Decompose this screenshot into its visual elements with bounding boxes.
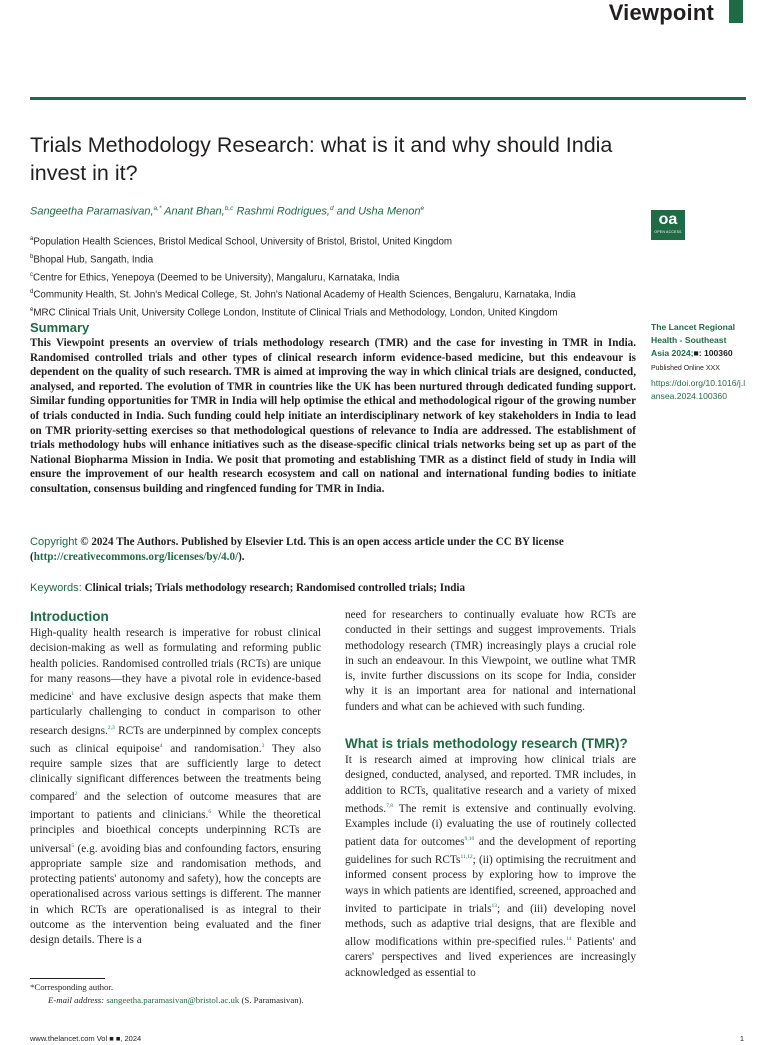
footnote-rule <box>30 978 105 979</box>
email-link[interactable]: sangeetha.paramasivan@bristol.ac.uk <box>106 994 240 1005</box>
corresponding-author: *Corresponding author. <box>30 982 114 992</box>
open-access-badge <box>651 210 685 240</box>
continued-paragraph: need for researchers to continually evaluate how RCTs are conducted in their settings and suggest improvements. Trials methodology research (TMR) increasingly plays a crucial role in such an endeavour. In this Viewpoint, we outline what TMR is, invite further discussions on its scope for India, consider why it is an important area for national and international funders and what can be achieved with such funding. <box>345 609 636 713</box>
journal-citation: The Lancet Regional Health - Southeast Asia 2024;■: 100360 <box>651 322 736 358</box>
doi-link[interactable]: https://doi.org/10.1016/j.lansea.2024.100360 <box>651 378 746 401</box>
license-link[interactable]: http://creativecommons.org/licenses/by/4.0/ <box>33 550 239 563</box>
affiliation: $^e$MRC Clinical Trials Unit, University College London, Institute of Clinical Trials and Methodology, London, United Kingdom <box>30 307 558 319</box>
column-left <box>30 608 321 949</box>
ref-link[interactable]: 14 <box>565 936 572 943</box>
tmr-heading: What is trials methodology research (TMR)? <box>345 736 628 752</box>
section-accent-bar <box>729 0 743 23</box>
ref-link[interactable]: 6 <box>208 809 212 816</box>
affiliation: $^c$Centre for Ethics, Yenepoya (Deemed to be University), Mangaluru, Karnataka, India <box>30 271 400 283</box>
affiliation: $^b$Bhopal Hub, Sangath, India <box>30 253 154 266</box>
ref-link[interactable]: 4 <box>159 742 163 749</box>
summary-text: This Viewpoint presents an overview of trials methodology research (TMR) and the case for investing in TMR in India. Randomised controlled trials and other types of clinical research inform evidence-based medicine, but this endeavour is dependent on the quality of such research. TMR is aimed at improving the way in which clinical trials are designed, conducted, analysed, and reported. The evolution of TMR in countries like the UK has been nurtured through dedicated funding support. Similar funding opportunities for TMR in India will help optimise the ethical and methodological rigour of the growing number of trials conducted in India. Such funding could help initiate an interdisciplinary network of key stakeholders in India to lead on TMR priority-setting exercises so that methodological questions of relevance to India are addressed. The establishment of trials methodology hubs will enhance initiatives such as the disease-specific clinical trials networks being set up as part of the National Biopharma Mission in India. We posit that promoting and establishing TMR as a distinct field of study in India will ensure the improvement of our health research ecosystem and call on national and international funding bodies to initiate consultation, consensus building and ringfenced funding for TMR in India. <box>30 337 636 495</box>
affiliation: $^d$Community Health, St. John's Medical College, St. John's National Academy of Health Sciences, Bengaluru, Karnataka, India <box>30 289 576 301</box>
article-title: Trials Methodology Research: what is it and why should India invest in it? <box>30 133 613 185</box>
oa-small-label: OPEN ACCESS <box>654 230 682 234</box>
author-aff: b,c <box>224 205 234 212</box>
published-online: Published Online XXX <box>651 365 720 372</box>
introduction-heading: Introduction <box>30 609 109 624</box>
footer-journal: www.thelancet.com Vol ■ ■, 2024 <box>30 1034 142 1043</box>
affiliation: $^a$Population Health Sciences, Bristol Medical School, University of Bristol, Bristol, United Kingdom <box>30 236 453 248</box>
column-right <box>345 608 636 981</box>
copyright-notice: Copyright © 2024 The Authors. Published by Elsevier Ltd. This is an open access article under the CC BY license (http://creativecommons.org/licenses/by/4.0/). <box>30 536 564 563</box>
email-line: E-mail address: sangeetha.paramasivan@bristol.ac.uk (S. Paramasivan). <box>48 994 304 1005</box>
ref-link[interactable]: 2,3 <box>107 724 115 731</box>
journal-sidebar <box>651 321 746 403</box>
keywords-label: Keywords: <box>30 582 82 594</box>
affiliations <box>30 232 576 321</box>
author-aff: d <box>329 205 334 212</box>
tmr-paragraph: It is research aimed at improving how clinical trials are designed, conducted, analysed, and reported. TMR includes, in addition to RCTs, qualitative research and a variety of mixed methods.$^{7,8}$ The remit is extensive and continually evolving. Examples include (i) evaluating the use of routinely collected patient data for outcomes$^{9,10}$ and the development of reporting guidelines for such RCTs$^{11,12}$; (ii) optimising the recruitment and informed consent process by exploring how to improve the ways in which patients are identified, screened, approached and invited to participate in trials$^{13}$; and (iii) developing novel methods, such as adaptive trial designs, that are flexible and allow modifications within pre-specified rules.$^{14}$ Patients' and carers' perspectives and lived experiences are increasingly acknowledged as essential to <box>345 754 637 979</box>
header-rule <box>30 97 746 100</box>
ref-link[interactable]: 2 <box>74 791 78 798</box>
oa-icon: oa <box>658 211 678 228</box>
introduction-paragraph: High-quality health research is imperative for robust clinical decision-making as well as formulating and reforming public health policies. Randomised controlled trials (RCTs) are unique for many reasons—they have a pivotal role in evidence-based medicine$^1$ and have exclusive design aspects that make them particularly challenging to conduct in comparison to other research designs.$^{2,3}$ RCTs are underpinned by complex concepts such as clinical equipoise$^4$ and randomisation.$^3$ They also require sample sizes that are sufficiently large to detect clinically significant differences between the treatments being compared$^2$ and the selection of outcome measures that are important to patients and clinicians.$^6$ While the theoretical principles and bioethical concepts underpinning RCTs are universal$^5$ (e.g. avoiding bias and confounding factors, ensuring appropriate sample size and randomisation methods, and protecting patients' autonomy and safety), how the concepts are operationalised across various settings is different. The manner in which RCTs are operationalised is as integral to their outcome as the intervention being evaluated and the finer design details. There is a <box>30 627 322 947</box>
author-name[interactable]: and Usha Menon <box>336 205 421 218</box>
summary-heading: Summary <box>30 320 90 335</box>
author-aff: a,* <box>153 205 162 212</box>
author-name[interactable]: Sangeetha Paramasivan, <box>30 205 154 218</box>
section-label: Viewpoint <box>608 0 714 25</box>
ref-link[interactable]: 3 <box>261 742 265 749</box>
ref-link[interactable]: 9,10 <box>464 836 475 843</box>
ref-link[interactable]: 13 <box>491 903 498 910</box>
author-name[interactable]: Rashmi Rodrigues, <box>236 205 330 218</box>
author-name[interactable]: Anant Bhan, <box>164 205 225 218</box>
ref-link[interactable]: 5 <box>71 842 75 849</box>
ref-link[interactable]: 7,8 <box>386 802 393 809</box>
author-list <box>30 205 424 218</box>
copyright-label: Copyright <box>30 536 78 548</box>
page-number: 1 <box>739 1034 744 1043</box>
ref-link[interactable]: 11,12 <box>460 854 473 861</box>
keywords-text: Clinical trials; Trials methodology research; Randomised controlled trials; India <box>84 582 466 594</box>
author-aff: e <box>420 205 425 212</box>
ref-link[interactable]: 1 <box>71 691 75 698</box>
footnote <box>30 981 304 1006</box>
keywords <box>30 582 636 594</box>
